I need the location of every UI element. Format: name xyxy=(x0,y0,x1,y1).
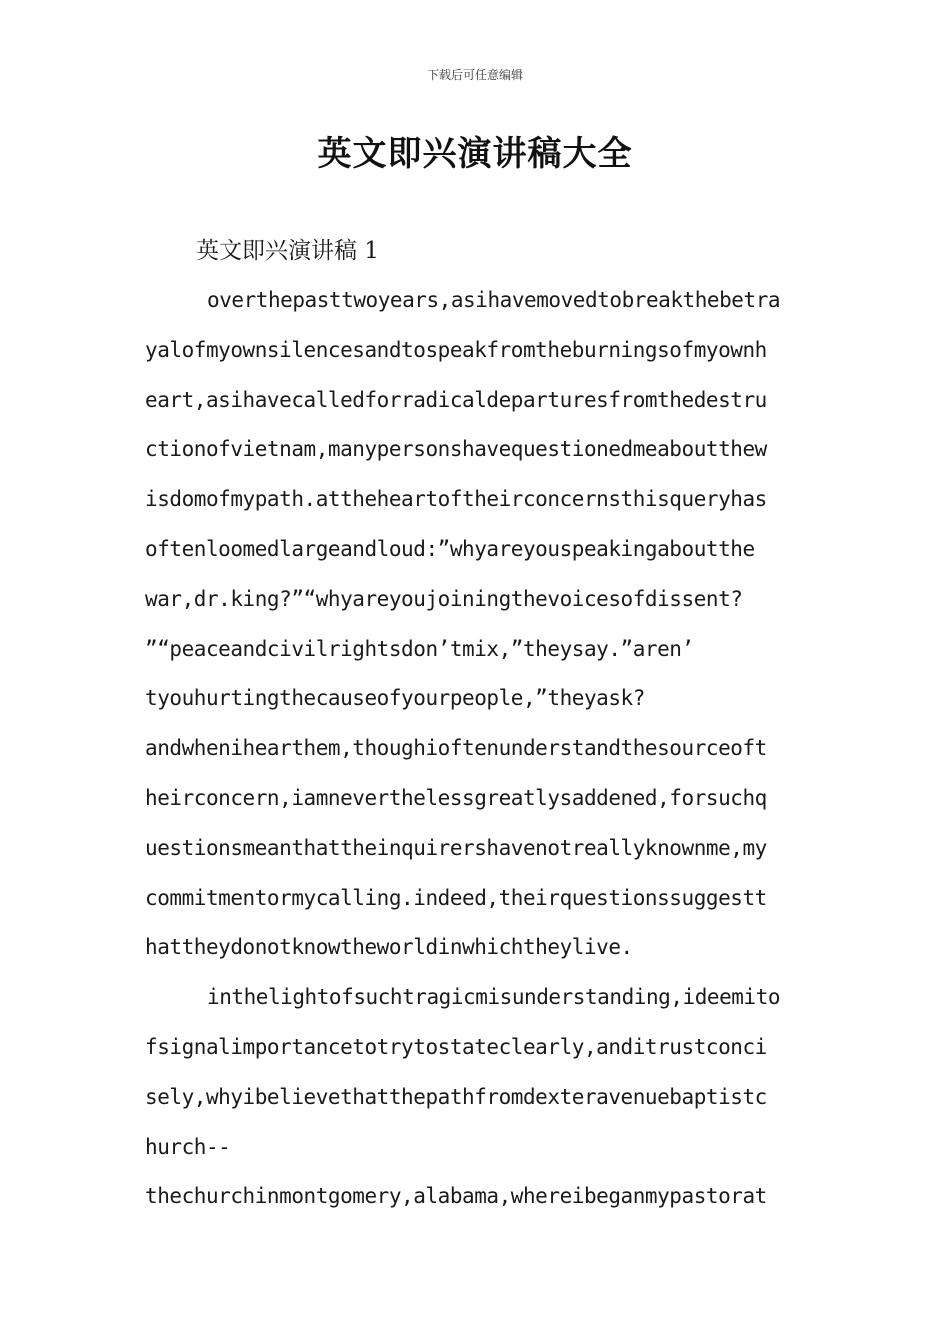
body-line: sely,whyibelievethatthepathfromdexteravenuebaptistc xyxy=(145,1084,767,1109)
body-line: inthelightofsuchtragicmisunderstanding,ideemito xyxy=(207,985,781,1010)
section-heading: 英文即兴演讲稿 1 xyxy=(196,238,379,264)
body-line: isdomofmypath.attheheartoftheirconcernsthisqueryhas xyxy=(145,487,767,512)
body-line: ”“peaceandcivilrightsdon’tmix,”theysay.”aren’ xyxy=(145,636,694,661)
page-header-note: 下载后可任意编辑 xyxy=(426,68,523,82)
body-line: thechurchinmontgomery,alabama,whereibeganmypastorat xyxy=(145,1184,767,1209)
body-line: fsignalimportancetotrytostateclearly,anditrustconci xyxy=(145,1034,767,1059)
body-line: overthepasttwoyears,asihavemovedtobreakthebetra xyxy=(207,288,781,312)
body-line: tyouhurtingthecauseofyourpeople,”theyask? xyxy=(145,686,645,711)
body-line: war,dr.king?”“whyareyoujoiningthevoicesofdissent? xyxy=(145,586,743,611)
body-line: ctionofvietnam,manypersonshavequestionedmeaboutthew xyxy=(145,437,767,462)
body-line: uestionsmeanthattheinquirershavenotreallyknownme,my xyxy=(145,835,767,860)
document-body xyxy=(145,276,815,1222)
body-line: eart,asihavecalledforradicaldeparturesfromthedestru xyxy=(145,387,767,412)
body-line: yalofmyownsilencesandtospeakfromtheburningsofmyownh xyxy=(145,337,767,362)
body-line: hurch-- xyxy=(145,1134,231,1159)
body-line: andwhenihearthem,thoughioftenunderstandthesourceoft xyxy=(145,736,767,761)
body-line: oftenloomedlargeandloud:”whyareyouspeakingaboutthe xyxy=(145,536,755,561)
body-line: commitmentormycalling.indeed,theirquestionssuggestt xyxy=(145,885,767,910)
document-title: 英文即兴演讲稿大全 xyxy=(317,134,633,174)
body-line: heirconcern,iamneverthelessgreatlysaddened,forsuchq xyxy=(145,785,767,810)
body-line: hattheydonotknowtheworldinwhichtheylive. xyxy=(145,935,633,960)
